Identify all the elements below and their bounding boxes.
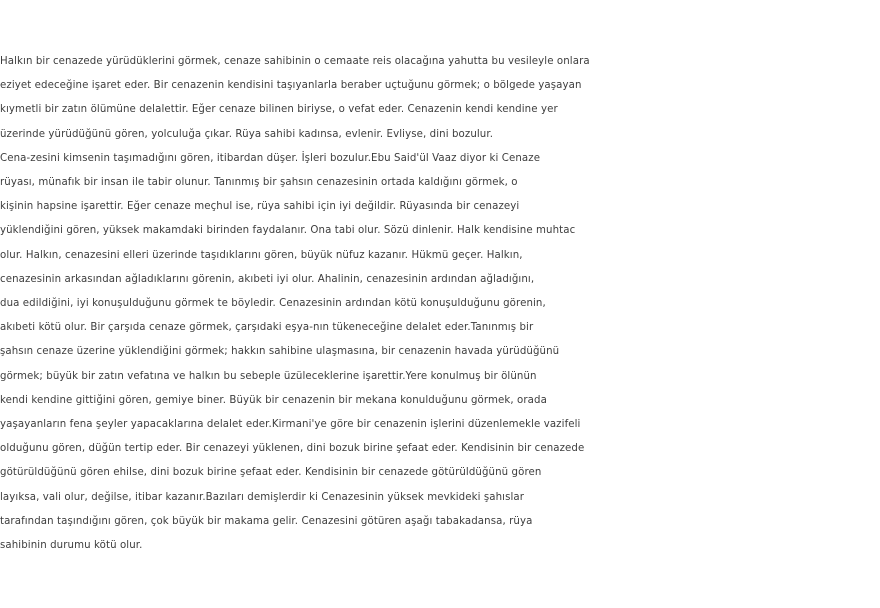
text-line: üzerinde yürüdüğünü gören, yolculuğa çıkar. Rüya sahibi kadınsa, evlenir. Evliyse, dini bozulur. [0,128,494,140]
text-line: sahibinin durumu kötü olur. [0,540,143,552]
text-line: Halkın bir cenazede yürüdüklerini görmek, cenaze sahibinin o cemaate reis olacağına yahutta bu vesileyle onlara [0,56,590,67]
text-line: yaşayanların fena şeyler yapacaklarına delalet eder.Kirmani'ye göre bir cenazenin işlerini düzenlemekle vazifeli [0,419,581,431]
text-line: eziyet edeceğine işaret eder. Bir cenazenin kendisini taşıyanlarla beraber uçtuğunu görmek; o bölgede yaşayan [0,80,582,92]
text-line: görmek; büyük bir zatın vefatına ve halkın bu sebeple üzüleceklerine işarettir.Yere konulmuş bir ölünün [0,370,537,382]
text-line: kendi kendine gittiğini gören, gemiye biner. Büyük bir cenazenin bir mekana konulduğunu görmek, orada [0,394,547,406]
text-line: tarafından taşındığını gören, çok büyük bir makama gelir. Cenazesini götüren aşağı tabakadansa, rüya [0,515,533,527]
text-line: dua edildiğini, iyi konuşulduğunu görmek te böyledir. Cenazesinin ardından kötü konuşulduğunu görenin, [0,298,546,310]
text-line: kişinin hapsine işarettir. Eğer cenaze meçhul ise, rüya sahibi için iyi değildir. Rüyasında bir cenazeyi [0,201,520,213]
text-line: kıymetli bir zatın ölümüne delalettir. Eğer cenaze bilinen biriyse, o vefat eder. Cenazenin kendi kendine yer [0,104,558,116]
text-line: götürüldüğünü gören ehilse, dini bozuk birine şefaat eder. Kendisinin bir cenazede götürüldüğünü gören [0,467,542,479]
text-line: şahsın cenaze üzerine yüklendiğini görmek; hakkın sahibine ulaşmasına, bir cenazenin havada yürüdüğünü [0,346,560,358]
text-line: olduğunu gören, düğün tertip eder. Bir cenazeyi yüklenen, dini bozuk birine şefaat eder. Kendisinin bir cenazede [0,443,585,455]
text-line: olur. Halkın, cenazesini elleri üzerinde taşıdıklarını gören, büyük nüfuz kazanır. Hükmü geçer. Halkın, [0,249,523,261]
document-body [0,50,880,558]
text-line: akıbeti kötü olur. Bir çarşıda cenaze görmek, çarşıdaki eşya-nın tükeneceğine delalet eder.Tanınmış bir [0,322,534,334]
text-line: rüyası, münafık bir insan ile tabir olunur. Tanınmış bir şahsın cenazesinin ortada kaldığını görmek, o [0,177,518,189]
text-line: cenazesinin arkasından ağladıklarını görenin, akıbeti iyi olur. Ahalinin, cenazesinin ardından ağladığını, [0,273,535,285]
text-line: layıksa, vali olur, değilse, itibar kazanır.Bazıları demişlerdir ki Cenazesinin yüksek mevkideki şahıslar [0,491,525,503]
text-line: yüklendiğini gören, yüksek makamdaki birinden faydalanır. Ona tabi olur. Sözü dinlenir. Halk kendisine muhtac [0,225,576,237]
text-line: Cena-zesini kimsenin taşımadığını gören, itibardan düşer. İşleri bozulur.Ebu Said'ül Vaaz diyor ki Cenaze [0,152,541,164]
